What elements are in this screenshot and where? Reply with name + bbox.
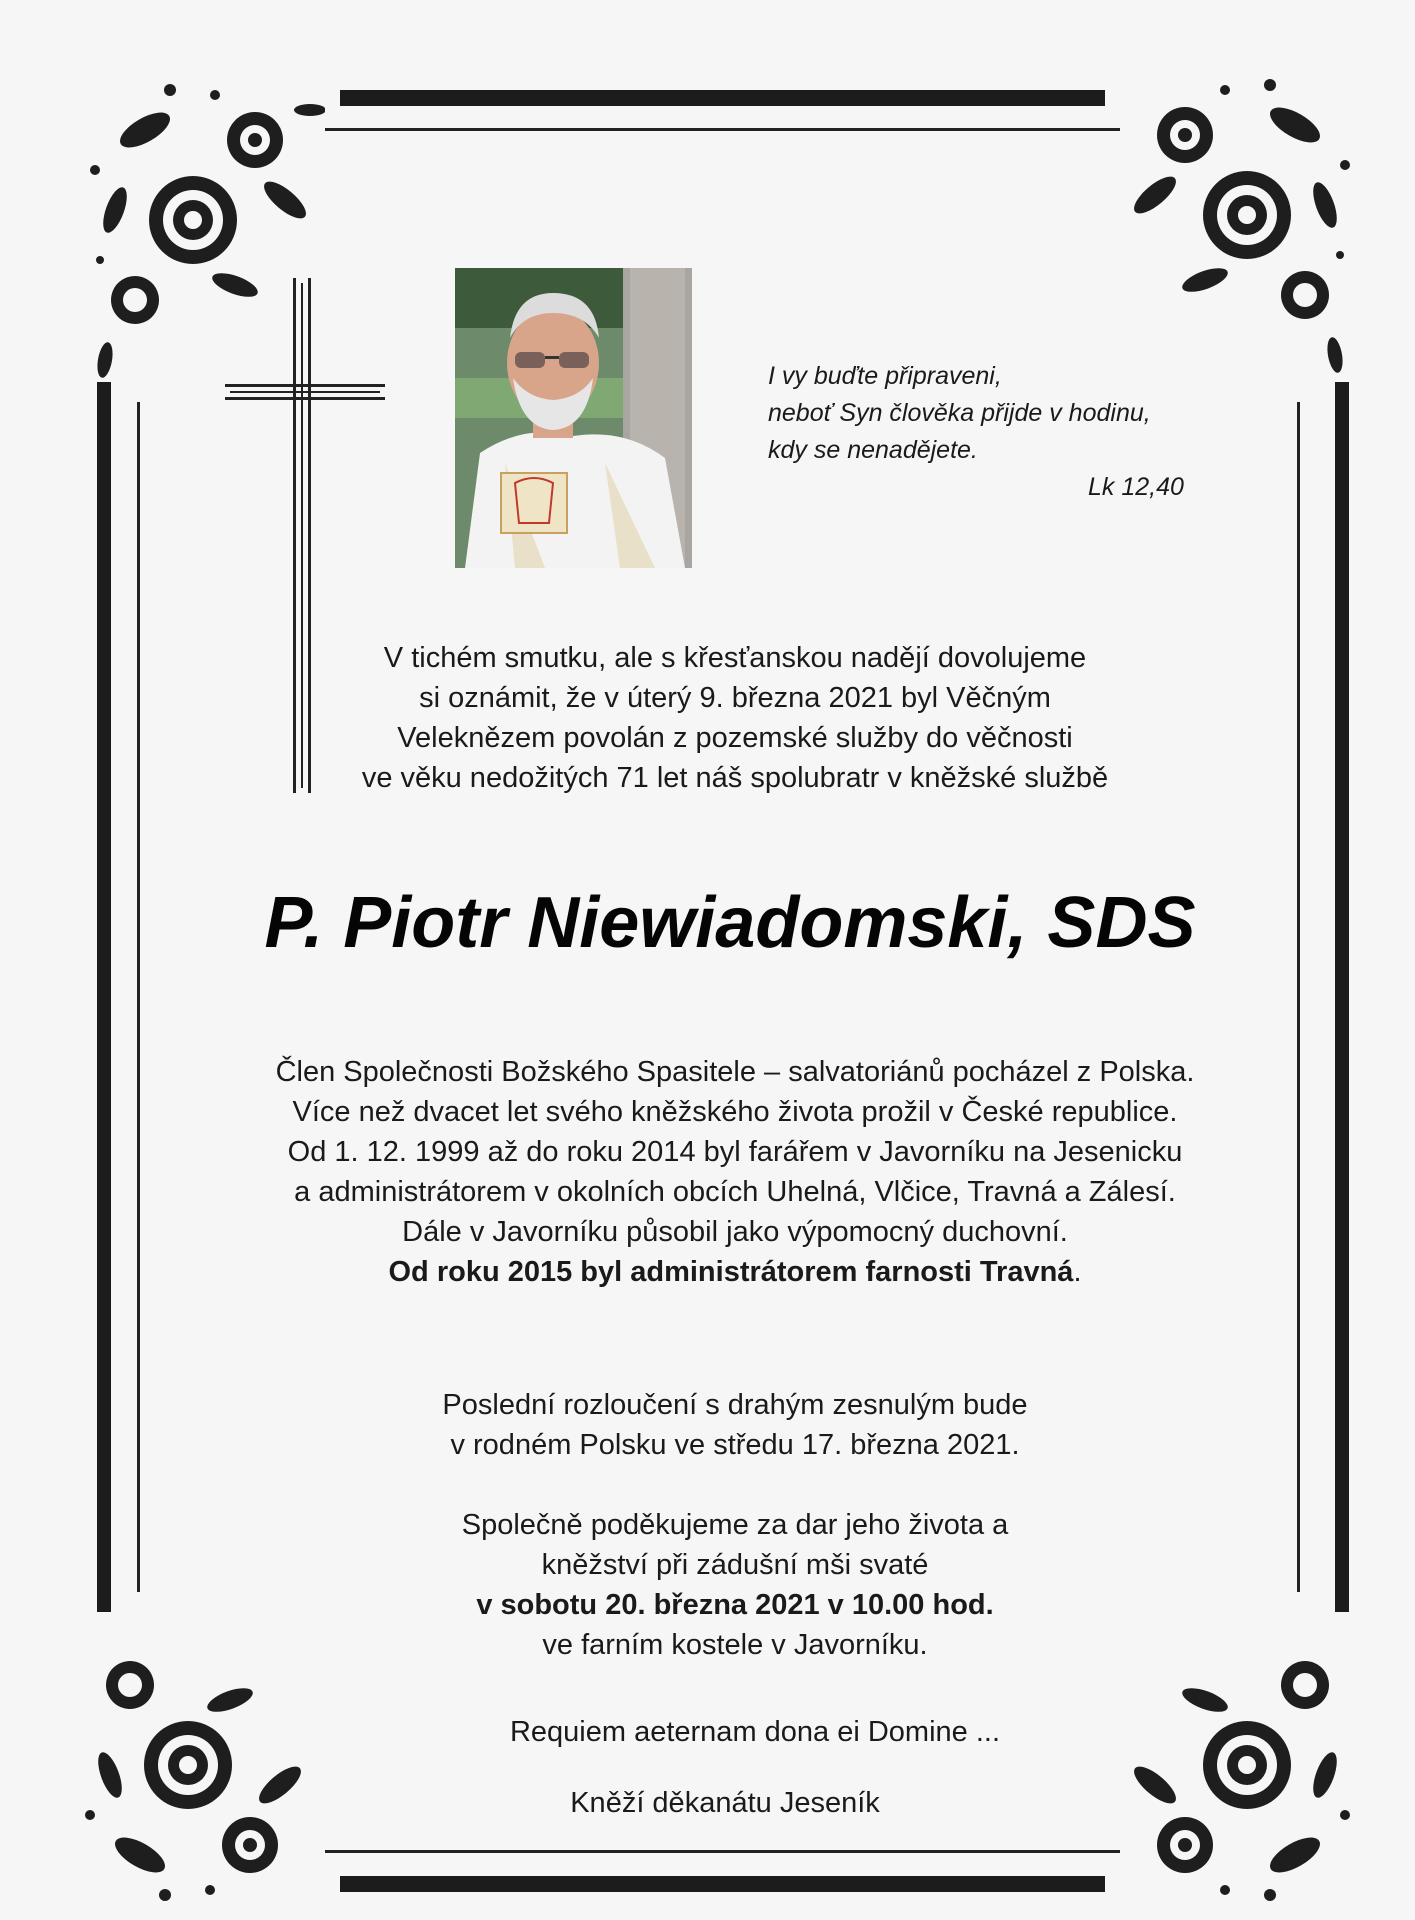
quote-reference: Lk 12,40 — [1088, 473, 1184, 501]
bible-quote — [768, 358, 1248, 506]
text-line: Veleknězem povolán z pozemské služby do věčnosti — [397, 722, 1073, 754]
text-line: ve farním kostele v Javorníku. — [542, 1629, 928, 1661]
text-line-bold — [160, 1252, 1310, 1292]
text-line: Od 1. 12. 1999 až do roku 2014 byl farářem v Javorníku na Jesenicku — [287, 1136, 1183, 1168]
text-line: kněžství při zádušní mši svaté — [541, 1549, 929, 1581]
bottom-frame-bar — [340, 1876, 1105, 1892]
announcement-text — [160, 638, 1310, 798]
portrait-photo — [455, 268, 692, 568]
right-frame-bar — [1335, 382, 1349, 1612]
text-line: Společně poděkujeme za dar jeho života a — [461, 1509, 1009, 1541]
mass-text — [160, 1505, 1310, 1665]
farewell-text — [160, 1385, 1310, 1465]
mass-date: v sobotu 20. března 2021 v 10.00 hod. — [476, 1589, 994, 1621]
rose-ornament-icon — [1115, 65, 1365, 385]
text-line: Dále v Javorníku působil jako výpomocný duchovní. — [402, 1216, 1068, 1248]
quote-line: neboť Syn člověka přijde v hodinu, — [768, 399, 1151, 427]
text-line: Poslední rozloučení s drahým zesnulým bude — [442, 1389, 1028, 1421]
text-line: a administrátorem v okolních obcích Uhelná, Vlčice, Travná a Zálesí. — [294, 1176, 1176, 1208]
text-line: Člen Společnosti Božského Spasitele – salvatoriánů pocházel z Polska. — [275, 1056, 1195, 1088]
text-line: ve věku nedožitých 71 let náš spolubratr v kněžské službě — [361, 762, 1109, 794]
requiem-text: Requiem aeternam dona ei Domine ... — [509, 1716, 1001, 1748]
text-line: V tichém smutku, ale s křesťanskou nadějí dovolujeme — [383, 642, 1087, 674]
bold-text: Od roku 2015 byl administrátorem farnosti Travná — [388, 1256, 1074, 1288]
bold-line-end: . — [1073, 1256, 1082, 1288]
bottom-frame-line — [325, 1850, 1120, 1853]
top-frame-bar — [340, 90, 1105, 106]
biography-text — [160, 1052, 1310, 1292]
top-frame-line — [325, 128, 1120, 131]
left-frame-bar — [97, 382, 111, 1612]
quote-line: I vy buďte připraveni, — [768, 362, 1002, 390]
signature-text: Kněží děkanátu Jeseník — [570, 1787, 880, 1819]
left-frame-line — [137, 402, 140, 1592]
text-line: v rodném Polsku ve středu 17. března 2021. — [450, 1429, 1020, 1461]
text-line: si oznámit, že v úterý 9. března 2021 byl Věčným — [419, 682, 1051, 714]
text-line: Více než dvacet let svého kněžského života prožil v České republice. — [292, 1096, 1178, 1128]
quote-line: kdy se nenadějete. — [768, 436, 978, 464]
deceased-name: P. Piotr Niewiadomski, SDS — [264, 883, 1196, 963]
